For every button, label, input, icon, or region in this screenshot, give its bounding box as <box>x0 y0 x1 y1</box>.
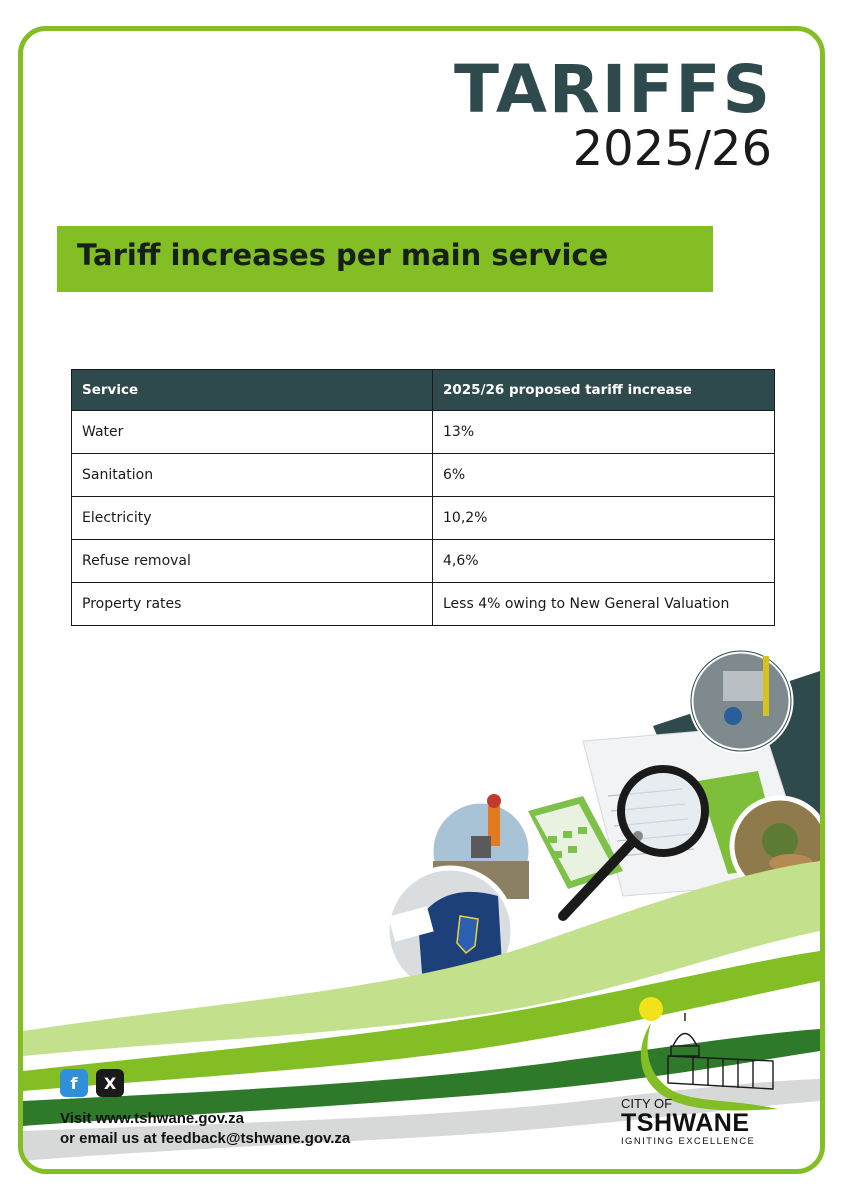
table-row <box>72 583 775 626</box>
tariff-table <box>71 369 775 626</box>
table-row <box>72 411 775 454</box>
service-cell: Electricity <box>72 497 433 540</box>
service-cell: Water <box>72 411 433 454</box>
column-header-increase: 2025/26 proposed tariff increase <box>433 370 775 411</box>
section-heading: Tariff increases per main service <box>77 238 609 272</box>
facebook-icon[interactable]: f <box>60 1069 88 1097</box>
table-header-row <box>72 370 775 411</box>
logo-city-name: TSHWANE <box>621 1109 750 1137</box>
visit-website-line[interactable]: Visit www.tshwane.gov.za <box>60 1110 244 1127</box>
increase-cell: Less 4% owing to New General Valuation <box>433 583 775 626</box>
email-line[interactable]: or email us at feedback@tshwane.gov.za <box>60 1130 351 1147</box>
title-block <box>453 51 772 177</box>
page-frame <box>18 26 825 1174</box>
sun-icon <box>639 997 663 1021</box>
increase-cell: 13% <box>433 411 775 454</box>
logo-city-of: CITY OF <box>621 1096 673 1111</box>
section-banner <box>57 226 713 292</box>
page-year: 2025/26 <box>572 121 772 177</box>
table-row <box>72 540 775 583</box>
increase-cell: 4,6% <box>433 540 775 583</box>
page-title: TARIFFS <box>453 51 772 128</box>
increase-cell: 6% <box>433 454 775 497</box>
increase-cell: 10,2% <box>433 497 775 540</box>
service-cell: Sanitation <box>72 454 433 497</box>
social-links <box>60 1069 124 1097</box>
logo-tagline: IGNITING EXCELLENCE <box>621 1136 756 1147</box>
contact-info <box>60 1109 350 1149</box>
x-icon[interactable]: X <box>96 1069 124 1097</box>
table-row <box>72 497 775 540</box>
city-logo-text <box>621 1097 755 1148</box>
table-row <box>72 454 775 497</box>
service-cell: Property rates <box>72 583 433 626</box>
photo-sanitation-workers <box>691 651 791 751</box>
service-cell: Refuse removal <box>72 540 433 583</box>
column-header-service: Service <box>72 370 433 411</box>
city-hall-icon <box>668 1013 773 1089</box>
